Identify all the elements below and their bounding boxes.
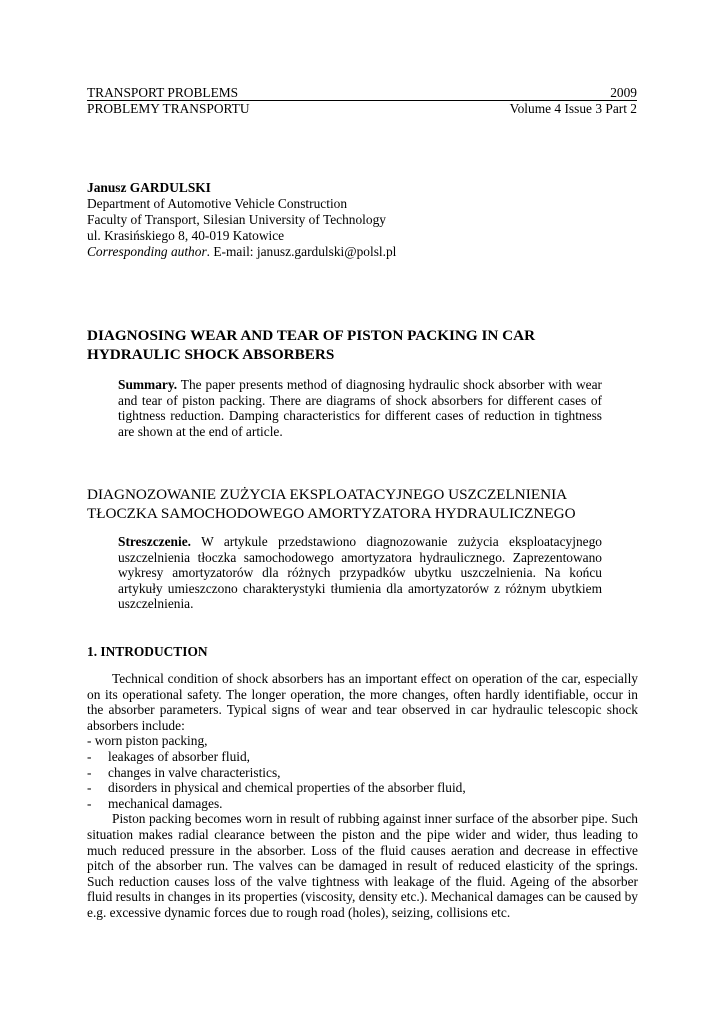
summary-pl-text: W artykule przedstawiono diagnozowanie zużycia eksploatacyjnego uszczelnienia tłoczka samochodowego amortyzatora hydraulicznego. Zaprezentowano wykresy amortyzatorów dla różnych przypadków ubytku uszczelnienia. Na końcu artykuły umieszczono charakterystyki tłumienia dla amortyzatorów z różnym ubytkiem uszczelnienia. <box>118 534 602 612</box>
header-row-top <box>87 85 637 101</box>
list-item <box>87 749 638 765</box>
list-dash: - <box>87 795 92 811</box>
summary-en-text: The paper presents method of diagnosing hydraulic shock absorber with wear and tear of piston packing. There are diagrams of shock absorbers for different cases of tightness reduction. Damping characteristics for different cases of reduction in tightness are shown at the end of article. <box>118 377 602 439</box>
author-block <box>87 180 647 260</box>
summary-pl-label: Streszczenie. <box>118 534 191 549</box>
title-pl-line-2: TŁOCZKA SAMOCHODOWEGO AMORTYZATORA HYDRAULICZNEGO <box>87 505 576 522</box>
journal-year: 2009 <box>610 85 637 100</box>
list-item-text: leakages of absorber fluid, <box>108 748 251 764</box>
running-header <box>87 85 637 116</box>
intro-paragraph-2: Piston packing becomes worn in result of rubbing against inner surface of the absorber pipe. Such situation makes radial clearance between the piston and the pipe wider and wider, thus leading to much reduced pressure in the absorber. Loss of the fluid causes aeration and decrease in effective pitch of the absorber run. The valves can be damaged in result of reduced elasticity of the springs. Such reduction causes loss of the valve tightness with leakage of the fluid. Ageing of the absorber fluid results in changes in its properties (viscosity, density etc.). Mechanical damages can be caused by e.g. excessive dynamic forces due to rough road (holes), seizing, collisions etc. <box>87 811 638 920</box>
introduction-body <box>87 671 638 921</box>
list-item <box>87 796 638 812</box>
list-item-worn-packing: - worn piston packing, <box>87 733 208 749</box>
journal-name-pl: PROBLEMY TRANSPORTU <box>87 101 250 116</box>
title-pl-line-1: DIAGNOZOWANIE ZUŻYCIA EKSPLOATACYJNEGO USZCZELNIENIA <box>87 486 568 503</box>
list-item-text: changes in valve characteristics, <box>108 764 281 780</box>
summary-en <box>118 377 602 439</box>
list-item-text: mechanical damages. <box>108 795 223 811</box>
author-name: Janusz GARDULSKI <box>87 180 211 195</box>
summary-pl <box>118 534 602 612</box>
list-item-text: disorders in physical and chemical properties of the absorber fluid, <box>108 780 466 796</box>
list-item <box>87 765 638 781</box>
author-email: . E-mail: janusz.gardulski@polsl.pl <box>206 244 397 259</box>
author-department: Department of Automotive Vehicle Construction <box>87 196 348 211</box>
list-dash: - <box>87 748 92 764</box>
list-dash: - <box>87 764 92 780</box>
title-en-line-1: DIAGNOSING WEAR AND TEAR OF PISTON PACKING IN CAR <box>87 327 536 344</box>
list-dash: - <box>87 780 92 796</box>
list-item <box>87 780 638 796</box>
section-heading-introduction: 1. INTRODUCTION <box>87 644 208 659</box>
corresponding-label: Corresponding author <box>87 244 207 259</box>
author-faculty: Faculty of Transport, Silesian University of Technology <box>87 212 386 227</box>
journal-name-en: TRANSPORT PROBLEMS <box>87 85 239 100</box>
paper-title-en <box>87 326 647 364</box>
author-address: ul. Krasińskiego 8, 40-019 Katowice <box>87 228 285 243</box>
header-row-bottom <box>87 101 637 116</box>
author-contact <box>87 244 647 260</box>
intro-paragraph-1: Technical condition of shock absorbers has an important effect on operation of the car, especially on its operational safety. The longer operation, the more changes, often hardly identifiable, occur in the absorber parameters. Typical signs of wear and tear observed in car hydraulic telescopic shock absorbers include: <box>87 671 638 733</box>
paper-title-pl <box>87 485 647 523</box>
title-en-line-2: HYDRAULIC SHOCK ABSORBERS <box>87 346 335 363</box>
journal-volume: Volume 4 Issue 3 Part 2 <box>509 101 637 116</box>
summary-en-label: Summary. <box>118 377 178 392</box>
